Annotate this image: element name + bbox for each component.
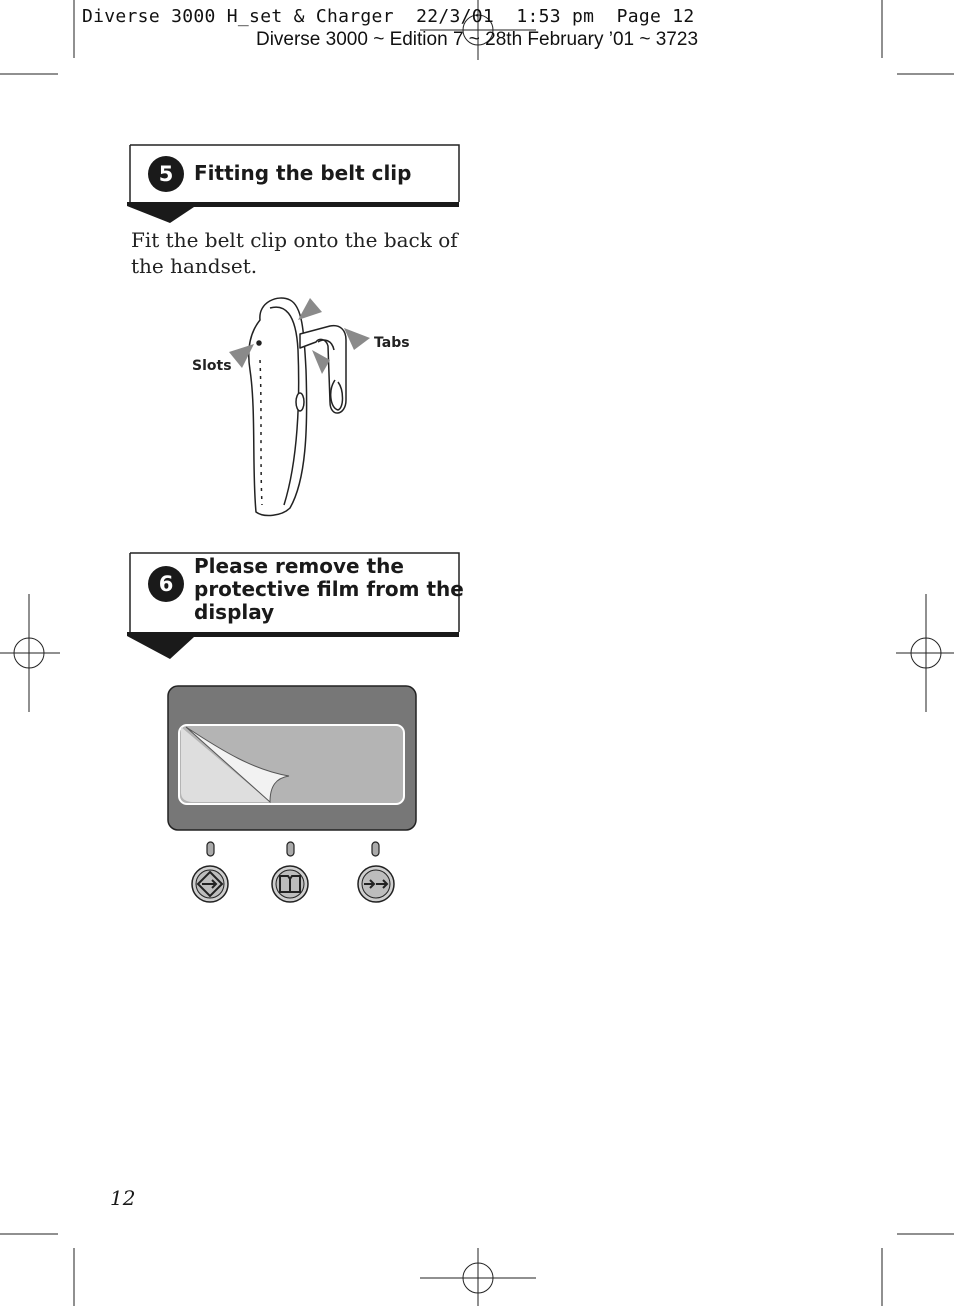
indicator-led bbox=[372, 842, 379, 856]
step6-title-line: display bbox=[194, 600, 275, 624]
step5-number-badge: 5 bbox=[148, 156, 184, 192]
step6-number-badge: 6 bbox=[148, 566, 184, 602]
indicator-led bbox=[287, 842, 294, 856]
step6-title-line: protective film from the bbox=[194, 577, 464, 601]
step6-title-line: Please remove the bbox=[194, 554, 404, 578]
step6-title bbox=[194, 555, 464, 624]
print-slug-line: Diverse 3000 H_set & Charger 22/3/01 1:53 pm Page 12 bbox=[82, 6, 695, 27]
step5-instruction: Fit the belt clip onto the back of the handset. bbox=[131, 228, 458, 278]
slots-callout-label: Slots bbox=[192, 358, 232, 374]
page-number: 12 bbox=[110, 1186, 136, 1210]
step5-title: Fitting the belt clip bbox=[194, 161, 412, 185]
indicator-led bbox=[207, 842, 214, 856]
handset-belt-clip-illustration bbox=[180, 290, 430, 525]
tabs-callout-label: Tabs bbox=[374, 335, 410, 351]
display-film-illustration bbox=[164, 682, 422, 912]
menu-arrow-key bbox=[192, 866, 228, 902]
phonebook-key bbox=[272, 866, 308, 902]
edition-line: Diverse 3000 ~ Edition 7 ~ 28th February ’01 ~ 3723 bbox=[255, 29, 699, 50]
redial-key bbox=[358, 866, 394, 902]
